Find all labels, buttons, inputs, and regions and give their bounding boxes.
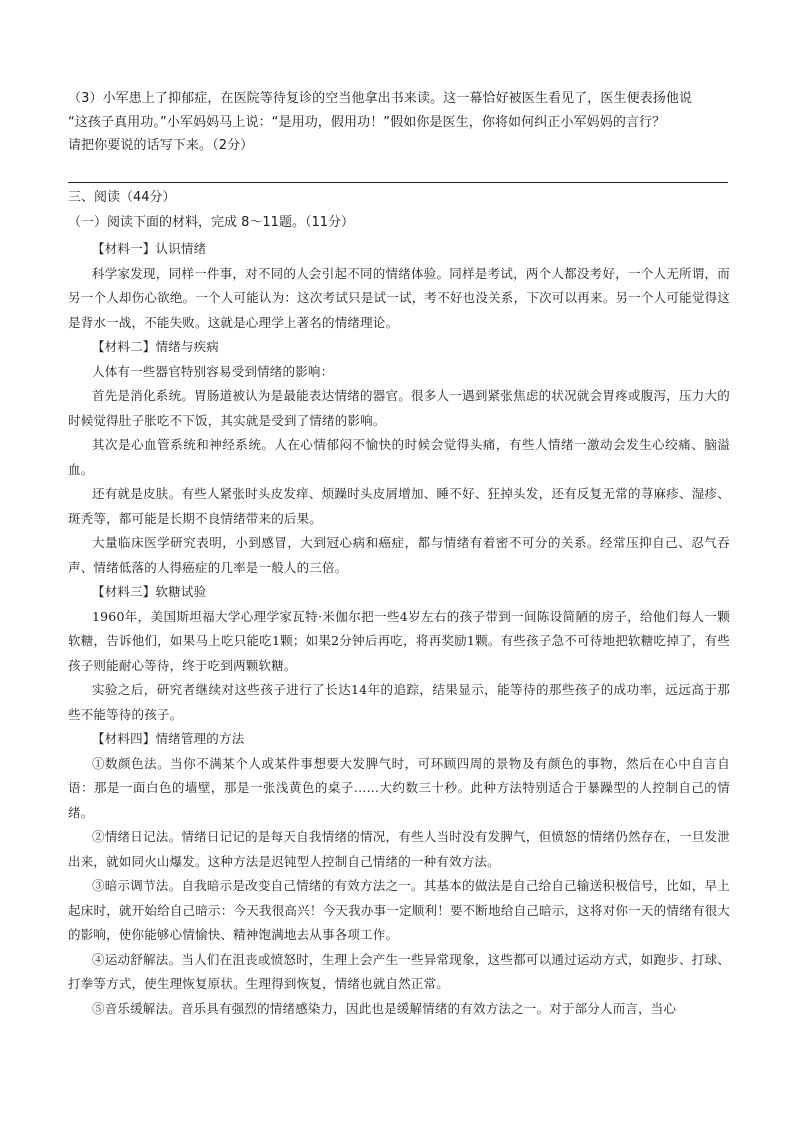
section-title: 三、阅读（44分）	[68, 190, 176, 205]
material-1-heading: 【材料一】认识情绪	[92, 241, 207, 256]
question-3-line-2: “这孩子真用功。”小军妈妈马上说：“是用功，假用功！”假如你是医生，你将如何纠正小军妈妈的言行？	[68, 114, 666, 130]
question-3	[68, 87, 733, 158]
material-2-heading: 【材料二】情绪与疾病	[92, 339, 220, 354]
material-3-heading: 【材料三】软糖试验	[92, 584, 207, 599]
material-2-paragraph: 还有就是皮肤。有些人紧张时头皮发痒、烦躁时头皮屑增加、睡不好、狂掉头发，还有反复无常的荨麻疹、湿疹、斑秃等，都可能是长期不良情绪带来的后果。	[68, 486, 730, 526]
material-4-method-5: ⑤音乐缓解法。音乐具有强烈的情绪感染力，因此也是缓解情绪的有效方法之一。对于部分人而言，当心	[92, 1000, 677, 1016]
subsection-title: （一）阅读下面的材料，完成 8～11题。（11分）	[68, 215, 354, 230]
material-3-paragraph: 实验之后，研究者继续对这些孩子进行了长达14年的追踪，结果显示，能等待的那些孩子的成功率，远远高于那些不能等待的孩子。	[68, 682, 730, 722]
question-3-line-1: （3）小军患上了抑郁症，在医院等待复诊的空当他拿出书来读。这一幕恰好被医生看见了，医生便表扬他说	[68, 91, 693, 106]
material-1-paragraph: 科学家发现，同样一件事，对不同的人会引起不同的情绪体验。同样是考试，两个人都没考好，一个人无所谓，而另一个人却伤心欲绝。一个人可能认为：这次考试只是试一试，考不好也没关系，下次可以再来。另一个人可能觉得这是背水一战，不能失败。这就是心理学上著名的情绪理论。	[68, 265, 730, 330]
material-4-method-2: ②情绪日记法。情绪日记记的是每天自我情绪的情况，有些人当时没有发脾气，但愤怒的情绪仍然存在，一旦发泄出来，就如同火山爆发。这种方法是迟钝型人控制自己情绪的一种有效方法。	[68, 829, 730, 869]
question-3-line-3: 请把你要说的话写下来。（2分）	[68, 138, 254, 153]
material-2-paragraph: 大量临床医学研究表明，小到感冒，大到冠心病和癌症，都与情绪有着密不可分的关系。经常压抑自己、忍气吞声、情绪低落的人得癌症的几率是一般人的三倍。	[68, 535, 730, 575]
material-2-paragraph: 首先是消化系统。胃肠道被认为是最能表达情绪的器官。很多人一遇到紧张焦虑的状况就会胃疼或腹泻，压力大的时候觉得肚子胀吃不下饭，其实就是受到了情绪的影响。	[68, 388, 730, 428]
material-2-paragraph: 其次是心血管系统和神经系统。人在心情郁闷不愉快的时候会觉得头痛，有些人情绪一激动会发生心绞痛、脑溢血。	[68, 437, 730, 477]
material-2-paragraph: 人体有一些器官特别容易受到情绪的影响：	[92, 363, 334, 379]
reading-materials	[68, 237, 730, 1021]
answer-line-divider	[68, 182, 728, 183]
material-4-method-1: ①数颜色法。当你不满某个人或某件事想要大发脾气时，可环顾四周的景物及有颜色的事物，然后在心中自言自语：那是一面白色的墙壁，那是一张浅黄色的桌子……大约数三十秒。此种方法特别适合于暴躁型的人控制自己的情绪。	[68, 755, 730, 820]
material-4-method-4: ④运动舒解法。当人们在沮丧或愤怒时，生理上会产生一些异常现象，这些都可以通过运动方式，如跑步、打球、打拳等方式，使生理恢复原状。生理得到恢复，情绪也就自然正常。	[68, 951, 730, 991]
material-4-method-3: ③暗示调节法。自我暗示是改变自己情绪的有效方法之一。其基本的做法是自己给自己输送积极信号，比如，早上起床时，就开始给自己暗示：今天我很高兴！今天我办事一定顺利！要不断地给自己暗示，这将对你一天的情绪有很大的影响，使你能够心情愉快、精神饱满地去从事各项工作。	[68, 878, 730, 942]
material-4-heading: 【材料四】情绪管理的方法	[92, 731, 245, 746]
material-3-paragraph: 1960年，美国斯坦福大学心理学家瓦特·米伽尔把一些4岁左右的孩子带到一间陈设简陋的房子，给他们每人一颗软糖，告诉他们，如果马上吃只能吃1颗；如果2分钟后再吃，将再奖励1颗。有些孩子急不可待地把软糖吃掉了，有些孩子则能耐心等待，终于吃到两颗软糖。	[68, 608, 730, 673]
